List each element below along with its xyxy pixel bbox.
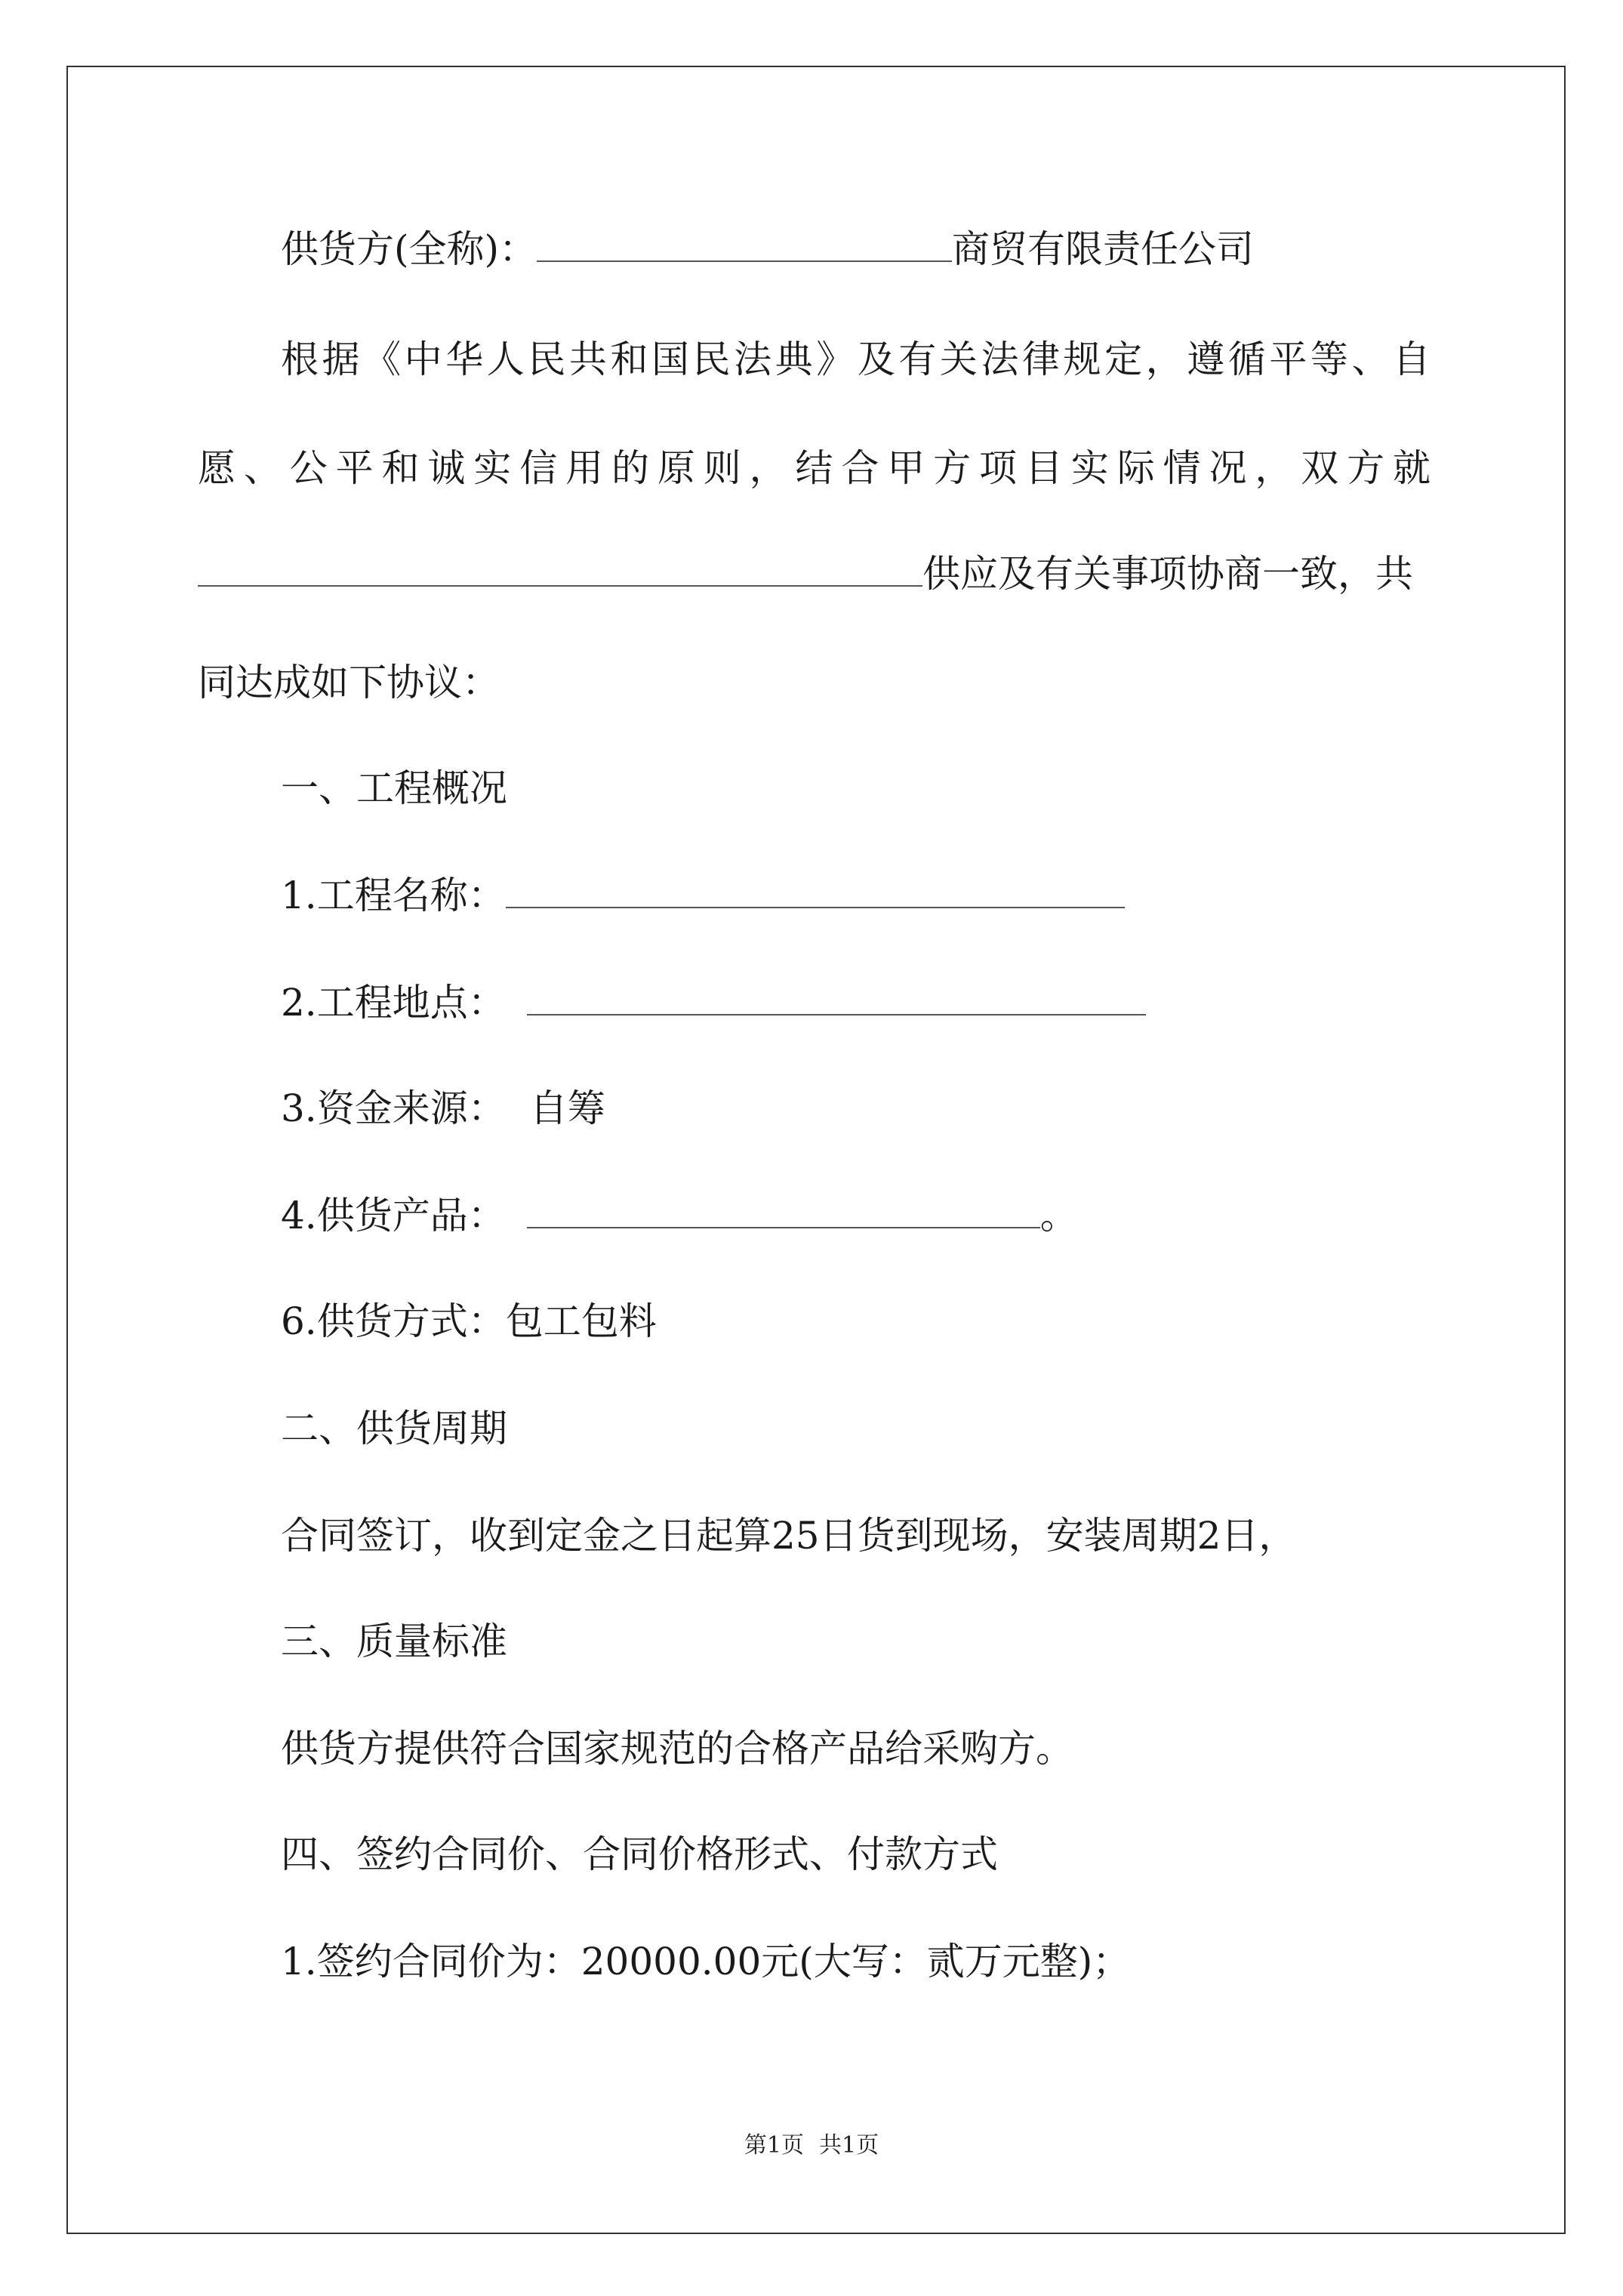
product-suffix: 。 [1039, 1194, 1078, 1237]
supplier-label: 供货方(全称)： [281, 227, 537, 271]
supplier-suffix: 商贸有限责任公司 [952, 227, 1255, 271]
project-location-line [281, 980, 1146, 1025]
supply-method-line: 6.供货方式：包工包料 [281, 1299, 657, 1343]
supplier-name-blank [537, 227, 952, 262]
project-name-blank [506, 874, 1125, 908]
page-number-total: 共1页 [819, 2132, 879, 2159]
page-border [66, 66, 1566, 2234]
product-label: 4.供货产品： [281, 1194, 506, 1237]
intro-line-1: 根据《中华人民共和国民法典》及有关法律规定，遵循平等、自 [281, 337, 1431, 381]
supplier-line [281, 227, 1254, 272]
product-line [281, 1193, 1078, 1238]
supply-item-blank [198, 552, 922, 587]
quality-line: 供货方提供符合国家规范的合格产品给采购方。 [281, 1727, 1073, 1771]
page-number-current: 第1页 [744, 2132, 804, 2159]
project-name-label: 1.工程名称： [281, 874, 506, 917]
project-name-line [281, 873, 1125, 918]
section-2-heading: 二、供货周期 [281, 1407, 507, 1450]
intro-line-2: 愿、公平和诚实信用的原则，结合甲方项目实际情况，双方就 [198, 446, 1431, 490]
project-location-label: 2.工程地点： [281, 981, 506, 1025]
section-1-heading: 一、工程概况 [281, 766, 507, 810]
funding-line [281, 1086, 605, 1131]
intro-line-4: 同达成如下协议： [198, 661, 500, 704]
intro-line-3-suffix: 供应及有关事项协商一致，共 [922, 552, 1413, 596]
product-blank [527, 1194, 1040, 1228]
section-3-heading: 三、质量标准 [281, 1620, 507, 1663]
contract-price-line: 1.签约合同价为：20000.00元(大写：贰万元整)； [281, 1940, 1131, 1983]
cycle-line: 合同签订，收到定金之日起算25日货到现场，安装周期2日， [281, 1514, 1297, 1558]
intro-line-3 [198, 551, 1413, 596]
funding-label: 3.资金来源： [281, 1086, 506, 1130]
funding-value: 自筹 [529, 1086, 605, 1130]
project-location-blank [527, 981, 1146, 1015]
page-footer [0, 2131, 1623, 2161]
section-4-heading: 四、签约合同价、合同价格形式、付款方式 [281, 1832, 998, 1876]
